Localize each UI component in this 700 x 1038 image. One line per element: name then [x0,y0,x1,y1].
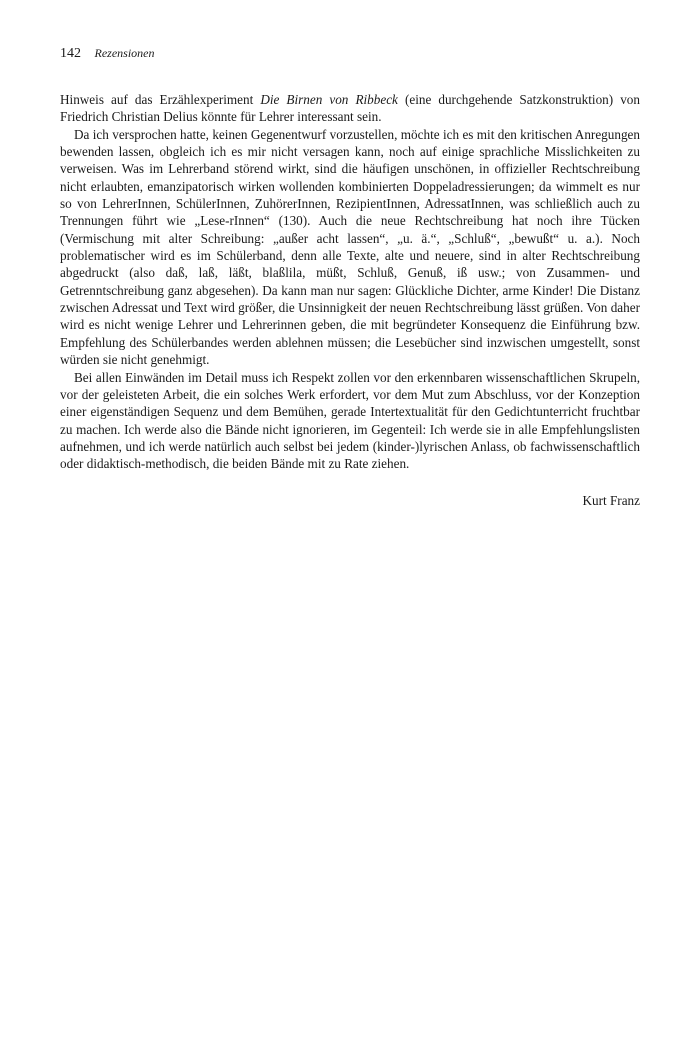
work-title: Die Birnen von Ribbeck [260,92,398,107]
running-head [60,44,640,63]
review-body [60,91,640,473]
section-title: Rezensionen [94,46,155,60]
page [60,44,640,509]
paragraph-criticism: Da ich versprochen hatte, keinen Gegenentwurf vorzustellen, möchte ich es mit den kritischen Anregungen bewenden lassen, obgleich ich es mir nicht versagen kann, noch auf einige sprachliche Misslichkeiten zu verweisen. Was im Lehrerband störend wirkt, sind die häufigen unschönen, in offizieller Rechtschreibung nicht erlaubten, emanzipatorisch wirken wollenden kombinierten Doppeladressierungen; da wimmelt es nur so von LehrerInnen, SchülerInnen, ZuhörerInnen, RezipientInnen, AdressatInnen, was schließlich auch zu Trennungen führt wie „Lese-rInnen“ (130). Auch die neue Rechtschreibung hat noch ihre Tücken (Vermischung mit alter Schreibung: „außer acht lassen“, „u. ä.“, „Schluß“, „bewußt“ u. a.). Noch problematischer wird es im Schülerband, denn alle Texte, alte und neuere, sind in alter Rechtschreibung abgedruckt (also daß, laß, läßt, blaßlila, müßt, Schluß, Genuß, iß usw.; von Zusammen- und Getrenntschreibung ganz abgesehen). Da kann man nur sagen: Glückliche Dichter, arme Kinder! Die Distanz zwischen Adressat und Text wird größer, die Unsinnigkeit der neuen Rechtschreibung lässt grüßen. Von daher wird es nicht wenige Lehrer und Lehrerinnen geben, die mit begründeter Konsequenz die Einführung bzw. Empfehlung des Schülerbandes werden ablehnen müssen; die Lesebücher sind inzwischen umgestellt, sonst würden sie nicht genehmigt. [60,126,640,368]
paragraph-continuation [60,91,640,126]
page-number: 142 [60,46,81,61]
paragraph-1-text-before: Hinweis auf das Erzählexperiment [60,92,261,107]
paragraph-conclusion: Bei allen Einwänden im Detail muss ich Respekt zollen vor den erkennbaren wissenschaftlichen Skrupeln, vor der geleisteten Arbeit, die ein solches Werk erfordert, vor dem Mut zum Abschluss, vor der Konzeption einer eigenständigen Sequenz und dem Bemühen, gerade Intertextualität für den Gedichtunterricht fruchtbar zu machen. Ich werde also die Bände nicht ignorieren, im Gegenteil: Ich werde sie in alle Empfehlungslisten aufnehmen, und ich werde natürlich auch selbst bei jedem (kinder-)lyrischen Anlass, ob fachwissenschaftlich oder didaktisch-methodisch, die beiden Bände mit zu Rate ziehen. [60,369,640,472]
paragraph-1-text-after: (eine durchgehende Satzkonstruktion) von Friedrich Christian Delius könnte für Lehrer interessant sein. [60,92,640,125]
author-signature: Kurt Franz [582,492,640,508]
